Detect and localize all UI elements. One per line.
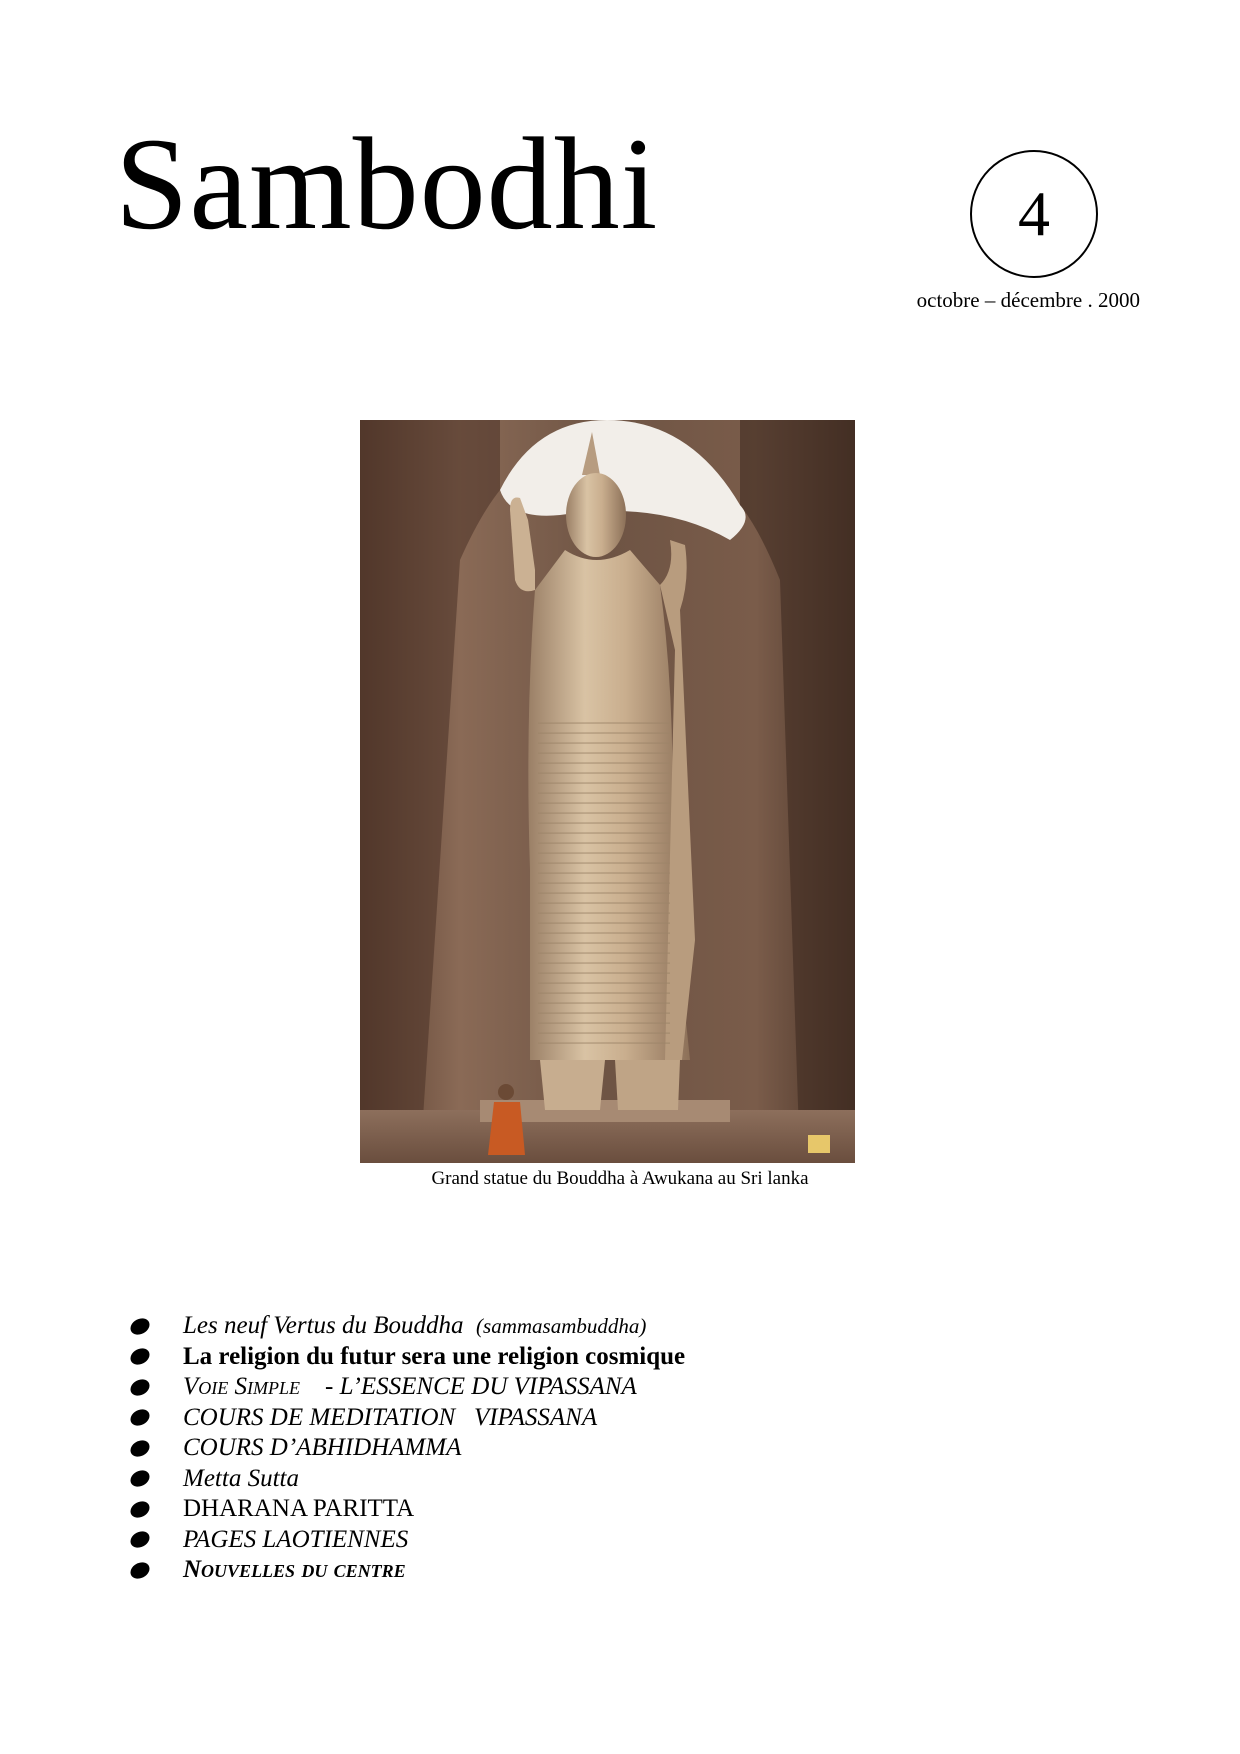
magazine-title: Sambodhi: [115, 110, 659, 257]
photo-caption: Grand statue du Bouddha à Awukana au Sri lanka: [431, 1168, 809, 1189]
buddha-statue-photo: [360, 420, 855, 1163]
list-item: PAGES LAOTIENNES: [130, 1525, 685, 1556]
bullet-icon: [128, 1498, 153, 1521]
list-item: Les neuf Vertus du Bouddha (sammasambuddha): [130, 1311, 685, 1342]
bullet-icon: [128, 1559, 153, 1582]
list-item: COURS DE MEDITATION VIPASSANA: [130, 1403, 685, 1434]
bullet-icon: [128, 1437, 153, 1460]
bullet-icon: [128, 1528, 153, 1551]
bullet-icon: [128, 1345, 153, 1368]
issue-date: octobre – décembre . 2000: [916, 288, 1140, 312]
list-item: Nouvelles du centre: [130, 1555, 685, 1586]
list-item: Voie Simple - L’ESSENCE DU VIPASSANA: [130, 1372, 685, 1403]
bullet-icon: [128, 1406, 153, 1429]
issue-number: 4: [1018, 178, 1050, 249]
list-item: DHARANA PARITTA: [130, 1494, 685, 1525]
list-item: La religion du futur sera une religion cosmique: [130, 1342, 685, 1373]
list-item: Metta Sutta: [130, 1464, 685, 1495]
contents-list: [130, 1311, 685, 1586]
bullet-icon: [128, 1315, 153, 1338]
list-item: COURS D’ABHIDHAMMA: [130, 1433, 685, 1464]
bullet-icon: [128, 1376, 153, 1399]
issue-number-badge: [970, 150, 1098, 278]
bullet-icon: [128, 1467, 153, 1490]
